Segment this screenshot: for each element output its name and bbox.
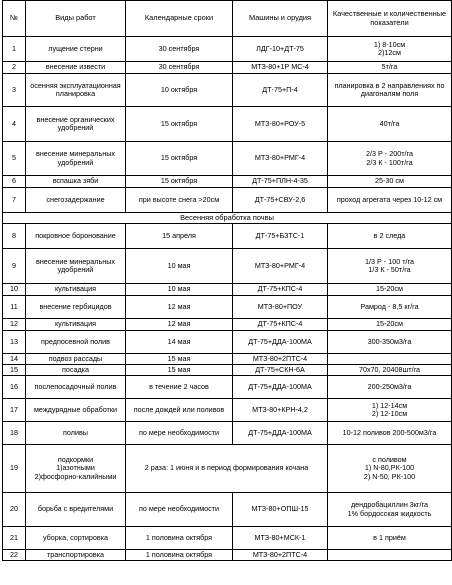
- row-number: 20: [3, 493, 26, 527]
- machines: МТЗ-80+РМГ-4: [233, 142, 328, 176]
- calendar-term: по мере необходимости: [126, 422, 233, 445]
- machines: ДТ-75+ДДА-100МА: [233, 331, 328, 354]
- work-type: внесение извести: [26, 62, 126, 74]
- table-row: [3, 37, 452, 62]
- machines: ДТ-75+П-4: [233, 74, 328, 107]
- machines: МТЗ-80+РМГ-4: [233, 249, 328, 284]
- calendar-term: 10 мая: [126, 249, 233, 284]
- machines: МТЗ-80+1Р МС-4: [233, 62, 328, 74]
- row-number: 6: [3, 176, 26, 188]
- row-number: 13: [3, 331, 26, 354]
- section-row: [3, 213, 452, 224]
- work-type: междурядные обработки: [26, 399, 126, 422]
- table-row: [3, 376, 452, 399]
- table-row: [3, 493, 452, 527]
- quality-indicator: Рамрод - 8,5 кг/га: [328, 296, 452, 319]
- work-type: предпосевной полив: [26, 331, 126, 354]
- header-machines: Машины и орудия: [233, 1, 328, 37]
- table-row: [3, 188, 452, 213]
- work-type: вспашка зяби: [26, 176, 126, 188]
- row-number: 3: [3, 74, 26, 107]
- field-works-table: [2, 0, 452, 561]
- header-quality-indicators: Качественные и количественные показатели: [328, 1, 452, 37]
- quality-indicator: в 1 приём: [328, 527, 452, 550]
- work-type: транспортировка: [26, 550, 126, 561]
- header-calendar-terms: Календарные сроки: [126, 1, 233, 37]
- row-number: 17: [3, 399, 26, 422]
- machines: ДТ-75+СКН-6А: [233, 365, 328, 376]
- calendar-term: 15 апреля: [126, 224, 233, 249]
- calendar-term: по мере необходимости: [126, 493, 233, 527]
- table-row: [3, 176, 452, 188]
- table-row: [3, 249, 452, 284]
- machines: МТЗ-80+2ПТС-4: [233, 550, 328, 561]
- calendar-term: 10 октября: [126, 74, 233, 107]
- quality-indicator: 15-20см: [328, 319, 452, 331]
- row-number: 2: [3, 62, 26, 74]
- table-row: [3, 354, 452, 365]
- calendar-term: 12 мая: [126, 296, 233, 319]
- work-type: внесение минеральных удобрений: [26, 142, 126, 176]
- quality-indicator: 300-350м3/га: [328, 331, 452, 354]
- quality-indicator: 70х70, 20408шт/га: [328, 365, 452, 376]
- quality-indicator: 2/3 Р - 200т/га 2/3 К - 100т/га: [328, 142, 452, 176]
- work-type: снегозадержание: [26, 188, 126, 213]
- quality-indicator: 200-250м3/га: [328, 376, 452, 399]
- table-row: [3, 142, 452, 176]
- calendar-term: 15 мая: [126, 354, 233, 365]
- quality-indicator: планировка в 2 направлениях по диагоналям поля: [328, 74, 452, 107]
- work-type: подкормки 1)азотными 2)фосфорно-калийными: [26, 445, 126, 493]
- machines: МТЗ-80+РОУ-5: [233, 107, 328, 142]
- row-number: 19: [3, 445, 26, 493]
- calendar-term: 10 мая: [126, 284, 233, 296]
- row-number: 4: [3, 107, 26, 142]
- work-type: уборка, сортировка: [26, 527, 126, 550]
- quality-indicator: [328, 550, 452, 561]
- work-type: культивация: [26, 284, 126, 296]
- quality-indicator: [328, 354, 452, 365]
- row-number: 8: [3, 224, 26, 249]
- work-type: внесение органических удобрений: [26, 107, 126, 142]
- calendar-term: 15 мая: [126, 365, 233, 376]
- work-type: внесение минеральных удобрений: [26, 249, 126, 284]
- machines: ДТ-75+ДДА-100МА: [233, 376, 328, 399]
- machines: ЛДГ-10+ДТ-75: [233, 37, 328, 62]
- work-type: внесение гербицидов: [26, 296, 126, 319]
- machines: ДТ-75+ДДА-100МА: [233, 422, 328, 445]
- section-title-spring: Весенняя обработка почвы: [3, 213, 452, 224]
- table-row: [3, 296, 452, 319]
- calendar-term: 1 половина октября: [126, 550, 233, 561]
- row-number: 21: [3, 527, 26, 550]
- calendar-term: 15 октября: [126, 107, 233, 142]
- calendar-term: при высоте снега >20см: [126, 188, 233, 213]
- row-number: 11: [3, 296, 26, 319]
- work-type: поливы: [26, 422, 126, 445]
- quality-indicator: 5т/га: [328, 62, 452, 74]
- table-row: [3, 550, 452, 561]
- machines: ДТ-75+КПС-4: [233, 284, 328, 296]
- machines: МТЗ-80+МСК-1: [233, 527, 328, 550]
- calendar-term: 14 мая: [126, 331, 233, 354]
- calendar-term: 1 половина октября: [126, 527, 233, 550]
- table-row: [3, 331, 452, 354]
- work-type: покровное боронование: [26, 224, 126, 249]
- calendar-term: 15 октября: [126, 142, 233, 176]
- calendar-term: 30 сентября: [126, 62, 233, 74]
- machines: ДТ-75+КПС-4: [233, 319, 328, 331]
- row-number: 1: [3, 37, 26, 62]
- quality-indicator: дендробациллин 3кг/га 1% бордосская жидкость: [328, 493, 452, 527]
- calendar-term: после дождей или поливов: [126, 399, 233, 422]
- row-number: 5: [3, 142, 26, 176]
- quality-indicator: с поливом 1) N-80,РК-100 2) N-50, РК-100: [328, 445, 452, 493]
- machines: ДТ-75+СВУ-2,6: [233, 188, 328, 213]
- table-row: [3, 422, 452, 445]
- work-type: послепосадочный полив: [26, 376, 126, 399]
- calendar-term: 12 мая: [126, 319, 233, 331]
- header-work-type: Виды работ: [26, 1, 126, 37]
- quality-indicator: 1) 8-10см 2)12см: [328, 37, 452, 62]
- table-row: [3, 319, 452, 331]
- calendar-term: 15 октября: [126, 176, 233, 188]
- machines: ДТ-75+БЗТС-1: [233, 224, 328, 249]
- work-type: посадка: [26, 365, 126, 376]
- quality-indicator: 1/3 Р - 100 т/га 1/3 К - 50т/га: [328, 249, 452, 284]
- table-row: [3, 445, 452, 493]
- row-number: 12: [3, 319, 26, 331]
- table-row: [3, 107, 452, 142]
- quality-indicator: 40т/га: [328, 107, 452, 142]
- machines: МТЗ-80+КРН-4,2: [233, 399, 328, 422]
- quality-indicator: в 2 следа: [328, 224, 452, 249]
- row-number: 7: [3, 188, 26, 213]
- machines: ДТ-75+ПЛН-4-35: [233, 176, 328, 188]
- work-type: осенняя эксплуатационная планировка: [26, 74, 126, 107]
- table-row: [3, 365, 452, 376]
- quality-indicator: проход агрегата через 10-12 см: [328, 188, 452, 213]
- table-row: [3, 399, 452, 422]
- row-number: 9: [3, 249, 26, 284]
- table-row: [3, 527, 452, 550]
- calendar-term-merged: 2 раза: 1 июня и в период формирования кочана: [126, 445, 328, 493]
- table-row: [3, 284, 452, 296]
- work-type: лущение стерни: [26, 37, 126, 62]
- work-type: подвоз рассады: [26, 354, 126, 365]
- table-row: [3, 224, 452, 249]
- quality-indicator: 1) 12-14см 2) 12-10см: [328, 399, 452, 422]
- calendar-term: 30 сентября: [126, 37, 233, 62]
- machines: МТЗ-80+ПОУ: [233, 296, 328, 319]
- row-number: 10: [3, 284, 26, 296]
- table-row: [3, 74, 452, 107]
- row-number: 18: [3, 422, 26, 445]
- machines: МТЗ-80+ОПШ-15: [233, 493, 328, 527]
- calendar-term: в течение 2 часов: [126, 376, 233, 399]
- quality-indicator: 15-20см: [328, 284, 452, 296]
- table-row: [3, 62, 452, 74]
- machines: МТЗ-80+2ПТС-4: [233, 354, 328, 365]
- row-number: 14: [3, 354, 26, 365]
- row-number: 15: [3, 365, 26, 376]
- work-type: борьба с вредителями: [26, 493, 126, 527]
- row-number: 22: [3, 550, 26, 561]
- table-header-row: [3, 1, 452, 37]
- work-type: культивация: [26, 319, 126, 331]
- quality-indicator: 25-30 см: [328, 176, 452, 188]
- quality-indicator: 10-12 поливов 200-500м3/га: [328, 422, 452, 445]
- row-number: 16: [3, 376, 26, 399]
- header-number: №: [3, 1, 26, 37]
